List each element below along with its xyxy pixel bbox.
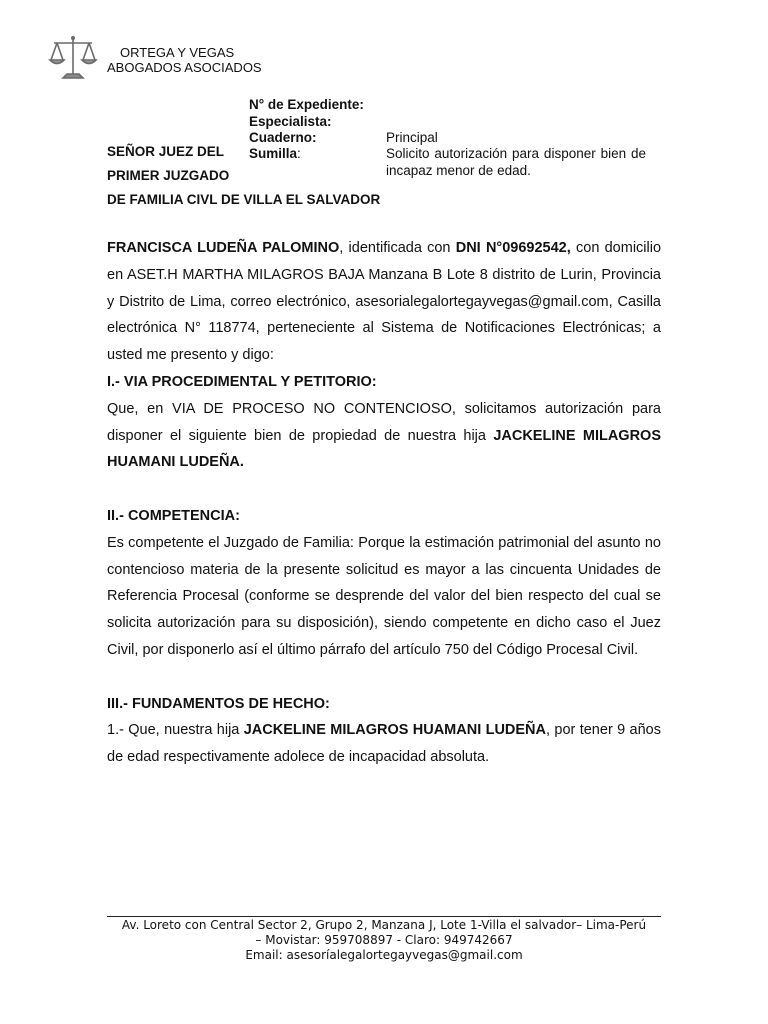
section1-heading: I.- VIA PROCEDIMENTAL Y PETITORIO:: [107, 373, 377, 390]
intro-paragraph: [107, 235, 661, 369]
petitioner-name: FRANCISCA LUDEÑA PALOMINO: [107, 240, 340, 256]
firm-name-line2: ABOGADOS ASOCIADOS: [107, 60, 262, 75]
section2-paragraph: Es competente el Juzgado de Familia: Porque la estimación patrimonial del asunto no contencioso materia de la presente solicitud es mayor a las cincuenta Unidades de Referencia Procesal (conforme se desprende del valor del bien respecto del cual se solicita autorización para su disposición), siendo competente en dicho caso el Juez Civil, por disponerlo así el último párrafo del artículo 750 del Código Procesal Civil.: [107, 534, 661, 658]
addressee-line2: PRIMER JUZGADO: [107, 168, 230, 183]
sumilla-label: [249, 146, 301, 163]
footer: [107, 918, 661, 963]
sumilla-label-text: Sumilla: [249, 146, 298, 161]
firm-name: [107, 45, 262, 75]
section1-child-name: JACKELINE MILAGROS HUAMANI LUDEÑA.: [107, 427, 662, 471]
intro-text-1: , identificada con: [339, 240, 456, 256]
section3-text-1: 1.- Que, nuestra hija: [107, 722, 244, 739]
section1-text: Que, en VIA DE PROCESO NO CONTENCIOSO, solicitamos autorización para disponer el siguiente bien de propiedad de nuestra hija: [107, 400, 661, 444]
addressee-line1: SEÑOR JUEZ DEL: [107, 144, 225, 159]
footer-phones: – Movistar: 959708897 - Claro: 949742667: [255, 933, 513, 947]
footer-email: Email: asesoríalegalortegayvegas@gmail.com: [245, 948, 523, 962]
section3-child-name: JACKELINE MILAGROS HUAMANI LUDEÑA: [243, 722, 547, 739]
section3-text-2: , por tener 9 años de edad respectivamente adolece de incapacidad absoluta.: [107, 722, 661, 766]
scales-of-justice-icon: [48, 34, 98, 82]
expediente-label: N° de Expediente:: [249, 97, 364, 112]
sumilla-colon: :: [297, 146, 301, 161]
petitioner-dni: DNI N°09692542,: [455, 240, 571, 256]
document-body: [107, 235, 661, 771]
firm-name-line1: ORTEGA Y VEGAS: [120, 45, 235, 60]
section3-heading: III.- FUNDAMENTOS DE HECHO:: [107, 695, 330, 712]
especialista-label: Especialista:: [249, 114, 332, 129]
footer-divider: [107, 916, 661, 917]
intro-text-2: con domicilio en ASET.H MARTHA MILAGROS BAJA Manzana B Lote 8 distrito de Lurin, Provincia y Distrito de Lima, correo electrónico, asesorialegalortegayvegas@gmail.com, Casilla electrónica N° 118774, perteneciente al Sistema de Notificaciones Electrónicas; a usted me presento y digo:: [107, 240, 662, 364]
cuaderno-label: Cuaderno:: [249, 130, 317, 145]
footer-address: Av. Loreto con Central Sector 2, Grupo 2, Manzana J, Lote 1-Villa el salvador– Lima-Perú: [121, 918, 647, 932]
sumilla-value: Solicito autorización para disponer bien de incapaz menor de edad.: [386, 146, 646, 178]
section2-heading: II.- COMPETENCIA:: [107, 507, 240, 524]
section3-paragraph: [107, 717, 661, 771]
addressee-line3: DE FAMILIA CIVL DE VILLA EL SALVADOR: [107, 192, 381, 207]
section1-paragraph: [107, 396, 661, 476]
cuaderno-value: Principal: [386, 130, 438, 145]
